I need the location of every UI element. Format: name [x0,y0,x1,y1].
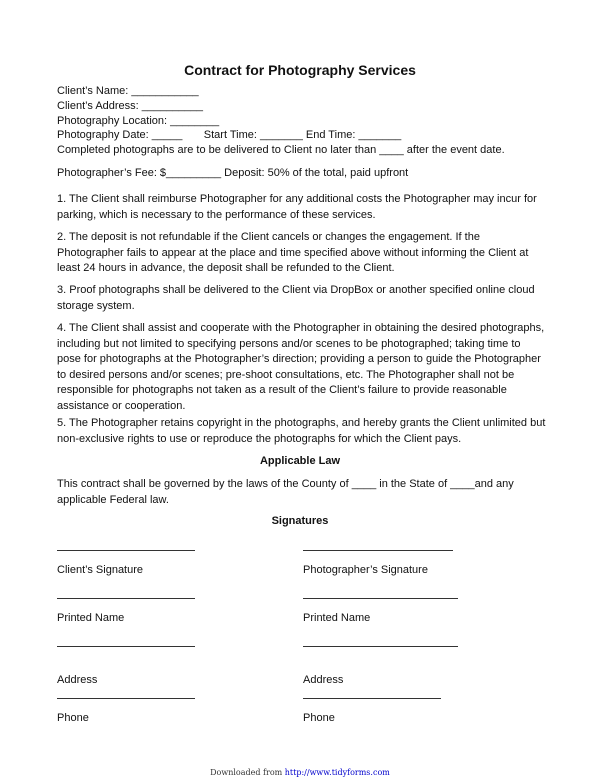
photographer-address-line [303,646,458,647]
fee-line: Photographer’s Fee: $_________ Deposit: 50% of the total, paid upfront [57,167,409,179]
footer-prefix: Downloaded from [210,768,283,777]
photographer-printed-name-line [303,598,458,599]
applicable-law-heading: Applicable Law [259,455,341,467]
document-title: Contract for Photography Services [184,62,416,78]
client-details-block [57,84,505,158]
photographer-printed-name-label: Printed Name [303,612,371,624]
client-signature-label: Client’s Signature [57,564,144,576]
clause-5: 5. The Photographer retains copyright in the photographs, and hereby grants the Client unlimited but non-exclusive rights to use or reproduce the photographs for which the Client pays. [57,417,546,445]
client-signature-line [57,550,195,551]
client-name-field: Client’s Name: ___________ [57,85,199,97]
footer-link[interactable]: http://www.tidyforms.com [284,768,390,777]
applicable-law-text: This contract shall be governed by the laws of the County of ____ in the State of ____and any applicable Federal law. [57,478,514,506]
photographer-phone-line [303,698,441,699]
photography-date-time-field: Photography Date: _____ Start Time: _______ End Time: _______ [57,129,402,142]
download-footer [0,768,600,777]
delivery-deadline-field: Completed photographs are to be delivered to Client no later than ____ after the event date. [57,144,505,157]
client-address-field: Client’s Address: __________ [57,99,203,112]
signatures-heading: Signatures [271,515,329,527]
clause-1: 1. The Client shall reimburse Photographer for any additional costs the Photographer may incur for parking, which is necessary to the performance of these services. [57,193,537,221]
client-phone-line [57,698,195,699]
photographer-signature-label: Photographer’s Signature [303,564,428,576]
client-printed-name-label: Printed Name [57,612,125,624]
clause-2: 2. The deposit is not refundable if the Client cancels or changes the engagement. If the Photographer fails to appear at the place and time specified above without informing the Client at least 24 hours in advance, the deposit shall be refunded to the Client. [57,231,529,274]
clause-3: 3. Proof photographs shall be delivered to the Client via DropBox or another specified online cloud storage system. [57,284,535,312]
photographer-phone-label: Phone [303,712,335,724]
client-phone-label: Phone [57,712,89,724]
photographer-address-label: Address [303,674,344,686]
clause-4: 4. The Client shall assist and cooperate with the Photographer in obtaining the desired photographs, including but not limited to specifying persons and/or scenes to be photographed; taking time to pose for photographs at the Photographer’s direction; providing a person to guide the Photographer to desired persons and/or scenes; pre-shoot consultations, etc. The Photographer shall not be responsible for photographs not taken as a result of the Client’s failure to provide reasonable assistance or cooperation. [57,322,545,412]
client-address-line [57,646,195,647]
client-address-label: Address [57,674,98,686]
client-printed-name-line [57,598,195,599]
photography-location-field: Photography Location: ________ [57,114,220,127]
photographer-signature-line [303,550,453,551]
